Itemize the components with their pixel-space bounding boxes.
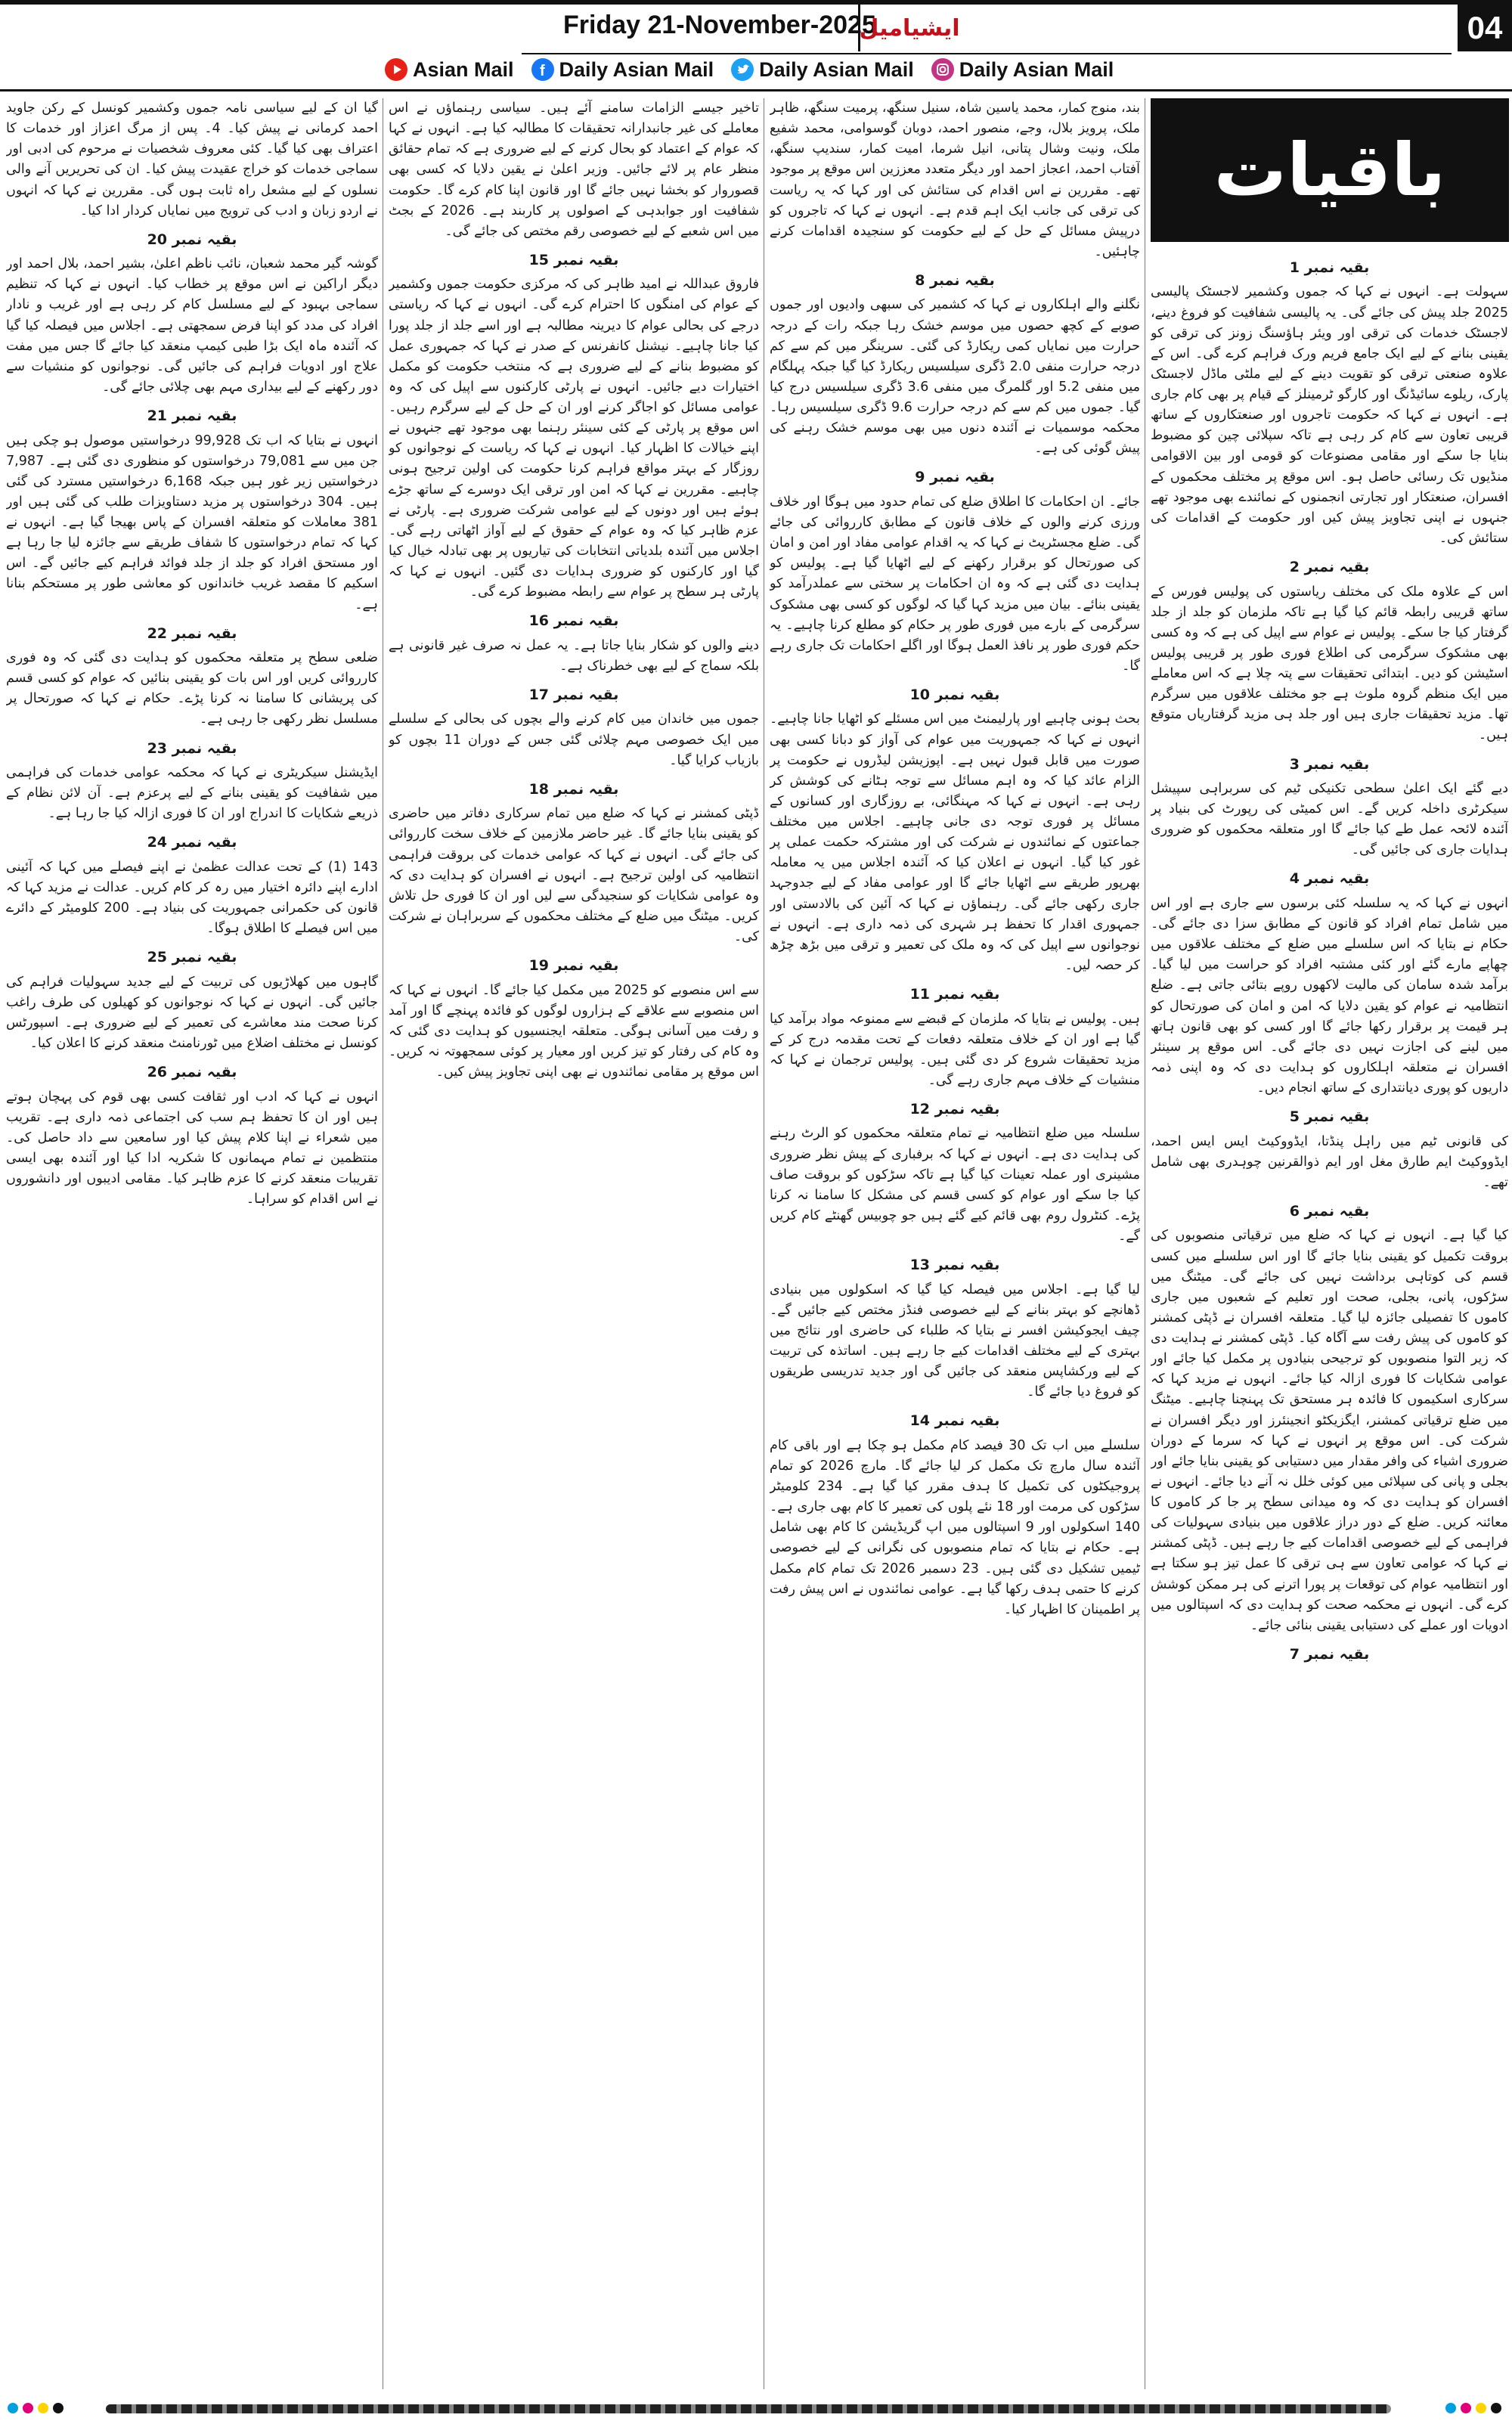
facebook-icon xyxy=(531,57,555,82)
social-instagram[interactable] xyxy=(931,57,1114,82)
footer xyxy=(0,2395,1512,2424)
continuation-heading: بقیہ نمبر 15 xyxy=(528,251,619,268)
continuation-text: بحث ہونی چاہیے اور پارلیمنٹ میں اس مسئلے کو اٹھایا جانا چاہیے۔ انہوں نے کہا کہ جمہوریت میں عوام کی آواز کو دبانا کسی بھی صورت میں قابل قبول نہیں ہے۔ اپوزیشن لیڈروں نے حکومت پر الزام عائد کیا کہ وہ اہم مسائل سے توجہ ہٹانے کی کوشش کر رہی ہے۔ انہوں نے کہا کہ مہنگائی، بے روزگاری اور کسانوں کے مسائل پر فوری توجہ دی جانی چاہیے۔ اجلاس میں مختلف جماعتوں کے نمائندوں نے شرکت کی اور مشترکہ حکمت عملی پر غور کیا گیا۔ انہوں نے اعلان کیا کہ آئندہ اجلاس میں یہ معاملہ بھرپور طریقے سے اٹھایا جائے گا اور عوامی مفاد کے لیے جدوجہد جاری رکھی جائے گی۔ رہنماؤں نے کہا کہ آئین کی بالادستی اور جمہوری اقدار کا تحفظ ہر شہری کی ذمہ داری ہے۔ انہوں نے نوجوانوں سے اپیل کی کہ وہ ملک کی تعمیر و ترقی میں بڑھ چڑھ کر حصہ لیں۔ xyxy=(770,711,1140,973)
continuation-text: انہوں نے کہا کہ ادب اور ثقافت کسی بھی قوم کی پہچان ہوتے ہیں اور ان کا تحفظ ہم سب کی اجتماعی ذمہ داری ہے۔ تقریب میں شعراء نے اپنا کلام پیش کیا اور سامعین سے داد حاصل کی۔ منتظمین نے تمام مہمانوں کا شکریہ ادا کیا اور آئندہ بھی ایسی تقریبات منعقد کرنے کا عزم ظاہر کیا۔ مقامی ادیبوں اور دانشوروں نے اس اقدام کو سراہا۔ xyxy=(6,1089,378,1207)
registration-dot xyxy=(1445,2403,1456,2413)
youtube-icon xyxy=(384,57,408,82)
masthead-logo xyxy=(858,5,959,51)
registration-marks-left xyxy=(8,2403,64,2413)
header-rule xyxy=(0,89,1512,91)
registration-dot xyxy=(53,2403,64,2413)
continuation-heading: بقیہ نمبر 20 xyxy=(147,231,237,248)
continuation-heading: بقیہ نمبر 19 xyxy=(528,957,619,975)
social-label: Asian Mail xyxy=(413,57,514,81)
continuation-text: کی قانونی ٹیم میں راہل پنڈتا، ایڈووکیٹ ایس ایس احمد، ایڈووکیٹ ایم طارق مغل اور ایم ذوالقرنین چوہدری بھی شامل تھے۔ xyxy=(1151,1133,1508,1190)
continuation-heading: بقیہ نمبر 17 xyxy=(528,687,619,703)
print-stripe xyxy=(106,2404,1391,2413)
continuation-text: لیا گیا ہے۔ اجلاس میں فیصلہ کیا گیا کہ اسکولوں میں بنیادی ڈھانچے کو بہتر بنانے کے لیے خصوصی فنڈز مختص کیے جائیں گے۔ چیف ایجوکیشن افسر نے بتایا کہ طلباء کی حاضری اور نتائج میں بہتری کے لیے مختلف اقدامات کیے جا رہے ہیں۔ اساتذہ کی تربیت کے لیے ورکشاپس منعقد کی جائیں گی اور جدید تدریسی طریقوں کو فروغ دیا جائے گا۔ xyxy=(770,1282,1140,1400)
continuation-text: اس کے علاوہ ملک کی مختلف ریاستوں کی پولیس فورس کے ساتھ قریبی رابطہ قائم کیا گیا ہے تاکہ ملزمان کو جلد از جلد گرفتار کیا جا سکے۔ پولیس نے عوام سے اپیل کی ہے کہ وہ کسی بھی مشکوک سرگرمی کی اطلاع فوری طور پر قریبی پولیس اسٹیشن کو دیں۔ ابتدائی تحقیقات سے پتہ چلا ہے کہ اس معاملے میں ایک منظم گروہ ملوث ہے جو مختلف علاقوں میں سرگرم تھا۔ مزید تحقیقات جاری ہیں اور جلد ہی مزید گرفتاریاں متوقع ہیں۔ xyxy=(1151,584,1508,743)
continuation-text: 143 (1) کے تحت عدالت عظمیٰ نے اپنے فیصلے میں کہا کہ آئینی ادارے اپنے دائرہ اختیار میں رہ کر کام کریں۔ عدالت نے مزید کہا کہ قانون کی حکمرانی جمہوریت کی بنیاد ہے۔ 200 کلومیٹر کے دائرے میں اس فیصلے کا اطلاق ہوگا۔ xyxy=(6,859,378,937)
continuation-text: سہولت ہے۔ انہوں نے کہا کہ جموں وکشمیر لاجسٹک پالیسی 2025 جلد پیش کی جائے گی۔ یہ پالیسی شفافیت کو فروغ دینے، لاجسٹک خدمات کی ترقی اور ویئر ہاؤسنگ زونز کی ترقی کو یقینی بنانے کے لیے ایک جامع فریم ورک فراہم کرے گی۔ اس کے علاوہ صنعتی ترقی کو تقویت دینے کے لیے ملٹی ماڈل لاجسٹک پارک، ریلوے سائیڈنگ اور کارگو ٹرمینلز کے قیام پر بھی کام جاری ہے۔ انہوں نے کہا کہ حکومت تاجروں اور صنعتکاروں کے ساتھ قریبی تعاون سے کام کر رہی ہے تاکہ سپلائی چین کو مضبوط بنایا جا سکے اور مقامی مصنوعات کو قومی اور بین الاقوامی منڈیوں تک رسائی حاصل ہو۔ اس موقع پر مختلف محکموں کے افسران، صنعتکار اور تجارتی انجمنوں کے نمائندے بھی موجود تھے جنہوں نے اپنی تجاویز پیش کیں اور حکومت کے اقدامات کی ستائش کی۔ xyxy=(1151,284,1508,546)
logo-text: ایشیامیل xyxy=(859,14,960,42)
social-youtube[interactable] xyxy=(384,57,514,82)
continuation-heading: بقیہ نمبر 21 xyxy=(147,408,237,425)
continuation-text: نگلنے والے اہلکاروں نے کہا کہ کشمیر کی سبھی وادیوں اور جموں صوبے کے کچھ حصوں میں موسم خشک رہا جبکہ رات کے درجہ حرارت میں نمایاں کمی ریکارڈ کی گئی۔ سرینگر میں کم سے کم درجہ حرارت منفی 2.0 ڈگری سیلسیس ریکارڈ کیا گیا جبکہ پہلگام میں منفی 5.2 اور گلمرگ میں منفی 3.6 ڈگری سیلسیس درج کیا گیا۔ جموں میں کم سے کم درجہ حرارت 9.6 ڈگری سیلسیس رہا۔ محکمہ موسمیات نے آئندہ دنوں میں بھی موسم خشک رہنے کی پیش گوئی کی ہے۔ xyxy=(770,297,1140,457)
continuation-heading: بقیہ نمبر 23 xyxy=(147,739,237,757)
top-rule xyxy=(0,0,1512,5)
social-facebook[interactable] xyxy=(531,57,714,82)
continuation-heading: بقیہ نمبر 2 xyxy=(1289,559,1370,576)
social-label: Daily Asian Mail xyxy=(959,57,1114,81)
continuation-text: ڈپٹی کمشنر نے کہا کہ ضلع میں تمام سرکاری دفاتر میں حاضری کو یقینی بنایا جائے گا۔ غیر حاضر ملازمین کے خلاف سخت کارروائی کی جائے گی۔ انہوں نے کہا کہ عوامی خدمات کی بروقت فراہمی انتظامیہ کی اولین ترجیح ہے۔ انہوں نے افسران کو ہدایت دی کہ وہ عوامی شکایات کو سنجیدگی سے لیں اور ان کا فوری حل تلاش کریں۔ میٹنگ میں ضلع کے مختلف محکموں کے سربراہان نے شرکت کی۔ xyxy=(389,806,759,944)
continuation-heading: بقیہ نمبر 26 xyxy=(147,1064,237,1081)
continuation-heading: بقیہ نمبر 1 xyxy=(1289,259,1370,276)
page-number: 04 xyxy=(1458,5,1512,51)
continuation-text: سلسلے میں اب تک 30 فیصد کام مکمل ہو چکا ہے اور باقی کام آئندہ سال مارچ تک مکمل کر لیا جائے گا۔ مارچ 2026 کو تمام پروجیکٹوں کی تکمیل کا ہدف مقرر کیا گیا ہے۔ 234 کلومیٹر سڑکوں کی مرمت اور 18 نئے پلوں کی تعمیر کا کام بھی جاری ہے۔ 140 اسکولوں اور 9 اسپتالوں میں اپ گریڈیشن کا کام بھی شامل ہے۔ حکام نے بتایا کہ تمام منصوبوں کی نگرانی کے لیے خصوصی ٹیمیں تشکیل دی گئی ہیں۔ 23 دسمبر 2026 تک تمام کام مکمل کرنے کا حتمی ہدف رکھا گیا ہے۔ عوامی نمائندوں نے اس پیش رفت پر اطمینان کا اظہار کیا۔ xyxy=(770,1437,1140,1617)
continuation-heading: بقیہ نمبر 10 xyxy=(909,687,1000,703)
continuation-heading: بقیہ نمبر 22 xyxy=(147,625,237,642)
continuation-heading: بقیہ نمبر 18 xyxy=(528,780,619,798)
continuation-text: انہوں نے کہا کہ یہ سلسلہ کئی برسوں سے جاری ہے اور اس میں شامل تمام افراد کو قانون کے مطابق سزا دی جائے گی۔ حکام نے بتایا کہ اس سلسلے میں ضلع کے مختلف علاقوں میں چھاپے مارے گئے اور کئی مشتبہ افراد کو حراست میں لیا گیا۔ برآمد شدہ سامان کی مالیت لاکھوں روپے بتائی جاتی ہے۔ ضلع انتظامیہ نے عوام کو یقین دلایا کہ امن و امان کی صورتحال کو ہر قیمت پر برقرار رکھا جائے گا اور کسی کو بھی قانون ہاتھ میں لینے کی اجازت نہیں دی جائے گی۔ اس موقع پر سینئر افسران نے متعلقہ اہلکاروں کو ہدایت دی کہ وہ اپنی ذمہ داریوں کو پوری دیانتداری کے ساتھ انجام دیں۔ xyxy=(1151,895,1508,1096)
registration-dot xyxy=(1461,2403,1471,2413)
continuation-heading: بقیہ نمبر 14 xyxy=(909,1412,1000,1430)
registration-dot xyxy=(8,2403,18,2413)
social-label: Daily Asian Mail xyxy=(559,57,714,81)
continuation-text: گیا ان کے لیے سیاسی نامہ جموں وکشمیر کونسل کے رکن جاوید احمد کرمانی نے پیش کیا۔ 4۔ پس از مرگ اعزاز اور خدمات کا اعتراف بھی کیا گیا۔ کئی معروف شخصیات نے مرحوم کی ادبی اور سماجی خدمات کو خراج عقیدت پیش کیا۔ ان کی تحریریں آنے والی نسلوں کے لیے مشعل راہ ثابت ہوں گی۔ مقررین نے کہا کہ انہوں نے اردو زبان و ادب کی ترویج میں نمایاں کردار ادا کیا۔ xyxy=(6,101,378,219)
registration-dot xyxy=(23,2403,33,2413)
continuation-text: سلسلہ میں ضلع انتظامیہ نے تمام متعلقہ محکموں کو الرٹ رہنے کی ہدایت دی ہے۔ انہوں نے کہا کہ برفباری کے پیش نظر ضروری مشینری اور عملہ تعینات کیا گیا ہے تاکہ سڑکوں کو بروقت صاف کیا جا سکے اور عوام کو کسی قسم کی مشکل کا سامنا نہ کرنا پڑے۔ کنٹرول روم بھی قائم کیے گئے ہیں جو چوبیس گھنٹے کام کریں گے۔ xyxy=(770,1126,1140,1245)
continuation-heading: بقیہ نمبر 11 xyxy=(909,986,1000,1003)
continuation-text: انہوں نے بتایا کہ اب تک 99,928 درخواستیں موصول ہو چکی ہیں جن میں سے 79,081 درخواستوں کو منظوری دی گئی ہے۔ 7,987 درخواستیں زیر غور ہیں جبکہ 6,168 درخواستیں مسترد کی گئی ہیں۔ 304 درخواستوں پر مزید دستاویزات طلب کی گئی ہیں اور 381 معاملات کو متعلقہ افسران کے پاس بھیجا گیا ہے۔ انہوں نے کہا کہ تمام درخواستوں کا شفاف طریقے سے جائزہ لیا جا رہا ہے اور مستحق افراد کو جلد از جلد فوائد فراہم کیے جائیں گے۔ اس اسکیم کا مقصد غریب خاندانوں کو معاشی طور پر مستحکم بنانا ہے۔ xyxy=(6,432,378,612)
continuation-heading: بقیہ نمبر 4 xyxy=(1289,870,1370,888)
continuation-text: ضلعی سطح پر متعلقہ محکموں کو ہدایت دی گئی کہ وہ فوری کارروائی کریں اور اس بات کو یقینی بنائیں کہ عوام کو کسی قسم کی پریشانی کا سامنا نہ کرنا پڑے۔ حکام نے کہا کہ صورتحال پر مسلسل نظر رکھی جا رہی ہے۔ xyxy=(6,650,378,727)
continuation-text: سے اس منصوبے کو 2025 میں مکمل کیا جائے گا۔ انہوں نے کہا کہ اس منصوبے سے علاقے کے ہزاروں لوگوں کو فائدہ پہنچے گا اور آمد و رفت میں آسانی ہوگی۔ متعلقہ ایجنسیوں کو ہدایت دی گئی کہ وہ کام کی رفتار کو تیز کریں اور معیار پر کوئی سمجھوتہ نہ کریں۔ اس موقع پر مقامی نمائندوں نے بھی اپنی تجاویز پیش کیں۔ xyxy=(389,982,759,1080)
issue-date: Friday 21-November-2025 xyxy=(563,11,876,39)
continuation-heading: بقیہ نمبر 25 xyxy=(147,949,237,966)
continuation-heading: بقیہ نمبر 7 xyxy=(1289,1645,1370,1663)
registration-dot xyxy=(1476,2403,1486,2413)
continuation-text: بند، منوج کمار، محمد یاسین شاہ، سنیل سنگھ، پرمیت سنگھ، ظاہر ملک، پرویز بلال، وجے، منصور احمد، دوبان گوسوامی، محمد شفیع ملک، ونیت وشال پتانی، انیل شرما، امیت کمار، سندیپ سنگھ، آفتاب احمد، اعجاز احمد اور دیگر متعدد معززین اس موقع پر موجود تھے۔ مقررین نے اس اقدام کی ستائش کی اور کہا کہ یہ ریاست کی ترقی کی جانب ایک اہم قدم ہے۔ انہوں نے کہا کہ تاجروں کو درپیش مسائل کے حل کے لیے حکومت کو سنجیدہ اقدامات کرنے چاہئیں۔ xyxy=(770,101,1140,259)
svg-text:f: f xyxy=(539,63,545,79)
continuation-text: دینے والوں کو شکار بنایا جاتا ہے۔ یہ عمل نہ صرف غیر قانونی ہے بلکہ سماج کے لیے بھی خطرناک ہے۔ xyxy=(389,637,759,674)
continuation-text: جائے۔ ان احکامات کا اطلاق ضلع کی تمام حدود میں ہوگا اور خلاف ورزی کرنے والوں کے خلاف قانون کے مطابق کارروائی کی جائے گی۔ ضلع مجسٹریٹ نے کہا کہ یہ اقدام عوامی مفاد اور امن و امان کی صورتحال کو برقرار رکھنے کے لیے اٹھایا گیا ہے۔ پولیس کو ہدایت دی گئی ہے کہ وہ ان احکامات پر سختی سے عملدرآمد کو یقینی بنائے۔ بیان میں مزید کہا گیا کہ لوگوں کو کسی بھی مشکوک سرگرمی کے بارے میں فوری طور پر حکام کو مطلع کرنا چاہیے۔ یہ حکم فوری طور پر نافذ العمل ہوگا اور اگلے احکامات تک جاری رہے گا۔ xyxy=(770,494,1140,674)
continuation-heading: بقیہ نمبر 8 xyxy=(915,272,995,289)
continuation-text: تاخیر جیسے الزامات سامنے آئے ہیں۔ سیاسی رہنماؤں نے اس معاملے کی غیر جانبدارانہ تحقیقات کا مطالبہ کیا ہے۔ انہوں نے کہا کہ عوام کے اعتماد کو بحال کرنے کے لیے ضروری ہے کہ تمام حقائق منظر عام پر لائے جائیں۔ وزیر اعلیٰ نے یقین دلایا کہ کسی بھی قصوروار کو بخشا نہیں جائے گا اور قانون اپنا کام کرے گا۔ حکومت شفافیت اور جوابدہی کے اصولوں پر کاربند ہے۔ 2026 کے بجٹ میں اس شعبے کے لیے خصوصی رقم مختص کی جائے گی۔ xyxy=(389,101,759,239)
continuation-heading: بقیہ نمبر 24 xyxy=(147,834,237,851)
continuation-text: کیا گیا ہے۔ انہوں نے کہا کہ ضلع میں ترقیاتی منصوبوں کی بروقت تکمیل کو یقینی بنایا جائے گا اور اس سلسلے میں کسی قسم کی کوتاہی برداشت نہیں کی جائے گی۔ میٹنگ میں سڑکوں، پانی، بجلی، صحت اور تعلیم کے شعبوں میں جاری کاموں کا تفصیلی جائزہ لیا گیا۔ متعلقہ افسران نے ڈپٹی کمشنر کو کاموں کی پیش رفت سے آگاہ کیا۔ ڈپٹی کمشنر نے ہدایت دی کہ زیر التوا منصوبوں کو ترجیحی بنیادوں پر مکمل کیا جائے اور عوامی شکایات کا فوری ازالہ کیا جائے۔ انہوں نے مزید کہا کہ سرکاری اسکیموں کا فائدہ ہر مستحق تک پہنچنا چاہیے۔ میٹنگ میں ضلع ترقیاتی کمشنر، ایگزیکٹو انجینئرز اور دیگر افسران نے شرکت کی۔ اس موقع پر انہوں نے کہا کہ سرما کے دوران ضروری اشیاء کی وافر مقدار میں دستیابی کو یقینی بنایا جائے اور بجلی و پانی کی سپلائی میں کوئی خلل نہ آنے دیا جائے۔ انہوں نے افسران کو ہدایت دی کہ وہ میدانی سطح پر جا کر کاموں کا معائنہ کریں۔ ضلع کے دور دراز علاقوں میں بنیادی سہولیات کی فراہمی کے لیے خصوصی اقدامات کیے جا رہے ہیں۔ ڈپٹی کمشنر نے کہا کہ عوامی تعاون سے ہی ترقی کا عمل تیز ہو سکتا ہے اور انتظامیہ عوام کی توقعات پر پورا اترنے کی ہر ممکن کوشش کرے گی۔ انہوں نے محکمہ صحت کو ہدایت دی کہ اسپتالوں میں ادویات اور عملے کی دستیابی یقینی بنائی جائے۔ xyxy=(1151,1228,1508,1633)
continuation-heading: بقیہ نمبر 12 xyxy=(909,1101,1000,1117)
registration-dot xyxy=(1491,2403,1501,2413)
continuation-heading: بقیہ نمبر 6 xyxy=(1289,1202,1370,1220)
continuation-heading: بقیہ نمبر 3 xyxy=(1289,755,1370,773)
masthead-rule xyxy=(522,53,1452,54)
registration-marks-right xyxy=(1445,2403,1501,2413)
continuation-text: جموں میں خاندان میں کام کرنے والے بچوں کی بحالی کے سلسلے میں ایک خصوصی مہم چلائی گئی جس کے دوران 11 بچوں کو بازیاب کرایا گیا۔ xyxy=(389,711,759,768)
social-twitter[interactable] xyxy=(730,57,914,82)
continuation-heading: بقیہ نمبر 13 xyxy=(909,1257,1000,1274)
instagram-icon xyxy=(931,57,955,82)
social-links xyxy=(384,57,1114,82)
continuation-text: فاروق عبداللہ نے امید ظاہر کی کہ مرکزی حکومت جموں وکشمیر کے عوام کی امنگوں کا احترام کرے گی۔ انہوں نے کہا کہ ریاستی درجے کی بحالی عوام کا دیرینہ مطالبہ ہے اور اسے جلد از جلد پورا کیا جانا چاہیے۔ نیشنل کانفرنس کے صدر نے کہا کہ جمہوری عمل کو مضبوط بنانے کے لیے ضروری ہے کہ منتخب حکومت کو مکمل اختیارات دیے جائیں۔ انہوں نے پارٹی کارکنوں سے اپیل کی کہ وہ عوامی مسائل کو اجاگر کرنے اور ان کے حل کے لیے سرگرم رہیں۔ اس موقع پر پارٹی کے کئی سینئر رہنما بھی موجود تھے جنہوں نے اپنے خیالات کا اظہار کیا۔ انہوں نے کہا کہ ریاست کے نوجوانوں کو روزگار کے بہتر مواقع فراہم کرنا حکومت کی اولین ترجیح ہونی چاہیے۔ مقررین نے کہا کہ امن اور ترقی ایک دوسرے کے ساتھ جڑے ہوئے ہیں اور دونوں کے لیے عوامی شرکت ضروری ہے۔ پارٹی نے عزم ظاہر کیا کہ وہ عوام کے حقوق کے لیے آواز اٹھاتی رہے گی۔ اجلاس میں آئندہ بلدیاتی انتخابات کی تیاریوں پر بھی تبادلہ خیال کیا گیا اور کارکنوں کو ضروری ہدایات دی گئیں۔ انہوں نے کہا کہ پارٹی ہر سطح پر عوام سے رابطہ مضبوط کرے گی۔ xyxy=(389,277,759,600)
continuation-text: گاہوں میں کھلاڑیوں کی تربیت کے لیے جدید سہولیات فراہم کی جائیں گی۔ انہوں نے کہا کہ نوجوانوں کو کھیلوں کی طرف راغب کرنا صحت مند معاشرے کی تعمیر کے لیے ضروری ہے۔ اسپورٹس کونسل نے مختلف اضلاع میں ٹورنامنٹ منعقد کرنے کا اعلان کیا۔ xyxy=(6,974,378,1052)
column-2 xyxy=(770,98,1140,2382)
section-banner: باقیات xyxy=(1151,98,1509,242)
continuation-text: دیے گئے ایک اعلیٰ سطحی تکنیکی ٹیم کی سربراہی سپیشل سیکرٹری داخلہ کریں گے۔ اس کمیٹی کی رپورٹ کی بنیاد پر آئندہ لائحہ عمل طے کیا جائے گا اور متعلقہ محکموں کو ضروری ہدایات جاری کی جائیں گی۔ xyxy=(1151,780,1508,858)
social-label: Daily Asian Mail xyxy=(759,57,914,81)
continuation-heading: بقیہ نمبر 16 xyxy=(528,612,619,630)
registration-dot xyxy=(38,2403,48,2413)
continuation-text: گوشہ گیر محمد شعبان، نائب ناظم اعلیٰ، بشیر احمد، بلال احمد اور دیگر اراکین نے اس موقع پر خطاب کیا۔ انہوں نے کہا کہ تنظیم سماجی بہبود کے لیے مسلسل کام کر رہی ہے اور غریب و نادار افراد کی مدد کو اپنا فرض سمجھتی ہے۔ اجلاس میں فیصلہ کیا گیا کہ آئندہ ماہ ایک بڑا طبی کیمپ منعقد کیا جائے گا جس میں مفت علاج اور ادویات فراہم کی جائیں گی۔ نوجوانوں کو منشیات سے دور رکھنے کے لیے بیداری مہم بھی چلائی جائے گی۔ xyxy=(6,256,378,395)
column-1 xyxy=(1151,250,1508,2389)
twitter-icon xyxy=(730,57,754,82)
continuation-text: ہیں۔ پولیس نے بتایا کہ ملزمان کے قبضے سے ممنوعہ مواد برآمد کیا گیا ہے اور ان کے خلاف متعلقہ دفعات کے تحت مقدمہ درج کر کے مزید تحقیقات شروع کر دی گئی ہیں۔ پولیس ترجمان نے کہا کہ منشیات کے خلاف مہم جاری رہے گی۔ xyxy=(770,1011,1140,1088)
column-3 xyxy=(389,98,759,2382)
continuation-heading: بقیہ نمبر 5 xyxy=(1289,1108,1370,1126)
column-4 xyxy=(6,98,378,2382)
continuation-text: ایڈیشنل سیکریٹری نے کہا کہ محکمہ عوامی خدمات کی فراہمی میں شفافیت کو یقینی بنانے کے لیے پرعزم ہے۔ آن لائن نظام کے ذریعے شکایات کا اندراج اور ان کا فوری ازالہ کیا جا رہا ہے۔ xyxy=(6,765,378,822)
continuation-heading: بقیہ نمبر 9 xyxy=(915,469,995,486)
